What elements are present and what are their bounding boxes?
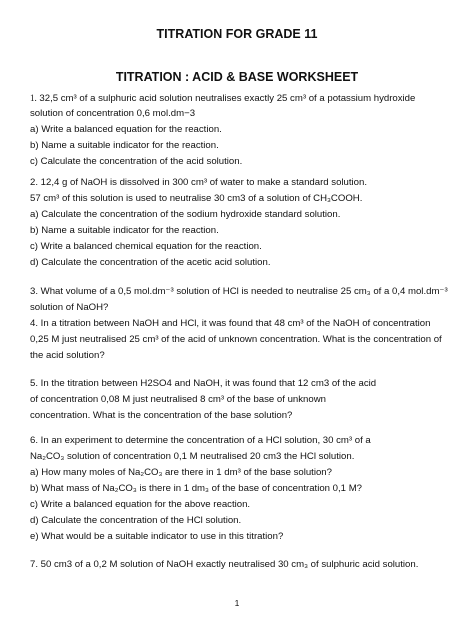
page-number: 1 <box>234 598 240 608</box>
question-1-text: 32,5 cm³ of a sulphuric acid solution neutralises exactly 25 cm³ of a potassium hydroxide <box>36 93 416 104</box>
question-2d: d) Calculate the concentration of the acetic acid solution. <box>30 257 271 268</box>
question-6a: a) How many moles of Na₂CO₃ are there in 1 dm³ of the base solution? <box>30 467 332 478</box>
question-6-line-2: Na₂CO₃ solution of concentration 0,1 M neutralised 20 cm3 the HCl solution. <box>30 451 355 462</box>
question-1-line-2: solution of concentration 0,6 mol.dm−3 <box>30 108 196 119</box>
question-6d: d) Calculate the concentration of the HCl solution. <box>30 515 242 526</box>
question-6-line-1: 6. In an experiment to determine the concentration of a HCl solution, 30 cm³ of a <box>30 435 371 446</box>
question-6e: e) What would be a suitable indicator to use in this titration? <box>30 531 284 542</box>
question-2-line-1: 2. 12,4 g of NaOH is dissolved in 300 cm³ of water to make a standard solution. <box>30 177 368 188</box>
question-1-number: 1. <box>30 93 37 103</box>
question-5-line-3: concentration. What is the concentration of the base solution? <box>30 410 293 421</box>
question-4-line-1: 4. In a titration between NaOH and HCl, it was found that 48 cm³ of the NaOH of concentration <box>30 318 431 329</box>
question-6c: c) Write a balanced equation for the above reaction. <box>30 499 251 510</box>
worksheet-subtitle: TITRATION : ACID & BASE WORKSHEET <box>115 70 359 84</box>
question-2b: b) Name a suitable indicator for the reaction. <box>30 225 219 236</box>
question-2c: c) Write a balanced chemical equation for the reaction. <box>30 241 262 252</box>
question-3-line-2: solution of NaOH? <box>30 302 109 313</box>
question-2a: a) Calculate the concentration of the sodium hydroxide standard solution. <box>30 209 341 220</box>
question-6b: b) What mass of Na₂CO₃ is there in 1 dm₃ of the base of concentration 0,1 M? <box>30 483 363 494</box>
question-7-line-1: 7. 50 cm3 of a 0,2 M solution of NaOH exactly neutralised 30 cm₃ of sulphuric acid solution. <box>30 559 419 570</box>
question-4-line-2: 0,25 M just neutralised 25 cm³ of the acid of unknown concentration. What is the concentration of <box>30 334 442 345</box>
page-title: TITRATION FOR GRADE 11 <box>156 27 318 41</box>
question-2-line-2: 57 cm³ of this solution is used to neutralise 30 cm3 of a solution of CH₃COOH. <box>30 193 363 204</box>
question-1-line-1 <box>30 92 450 105</box>
question-4-line-3: the acid solution? <box>30 350 105 361</box>
question-3-line-1: 3. What volume of a 0,5 mol.dm⁻³ solution of HCl is needed to neutralise 25 cm₃ of a 0,4 mol.dm⁻³ <box>30 286 448 297</box>
question-1a: a) Write a balanced equation for the reaction. <box>30 124 222 135</box>
question-1b: b) Name a suitable indicator for the reaction. <box>30 140 219 151</box>
question-1c: c) Calculate the concentration of the acid solution. <box>30 156 243 167</box>
question-5-line-1: 5. In the titration between H2SO4 and NaOH, it was found that 12 cm3 of the acid <box>30 378 377 389</box>
question-5-line-2: of concentration 0,08 M just neutralised 8 cm³ of the base of unknown <box>30 394 326 405</box>
